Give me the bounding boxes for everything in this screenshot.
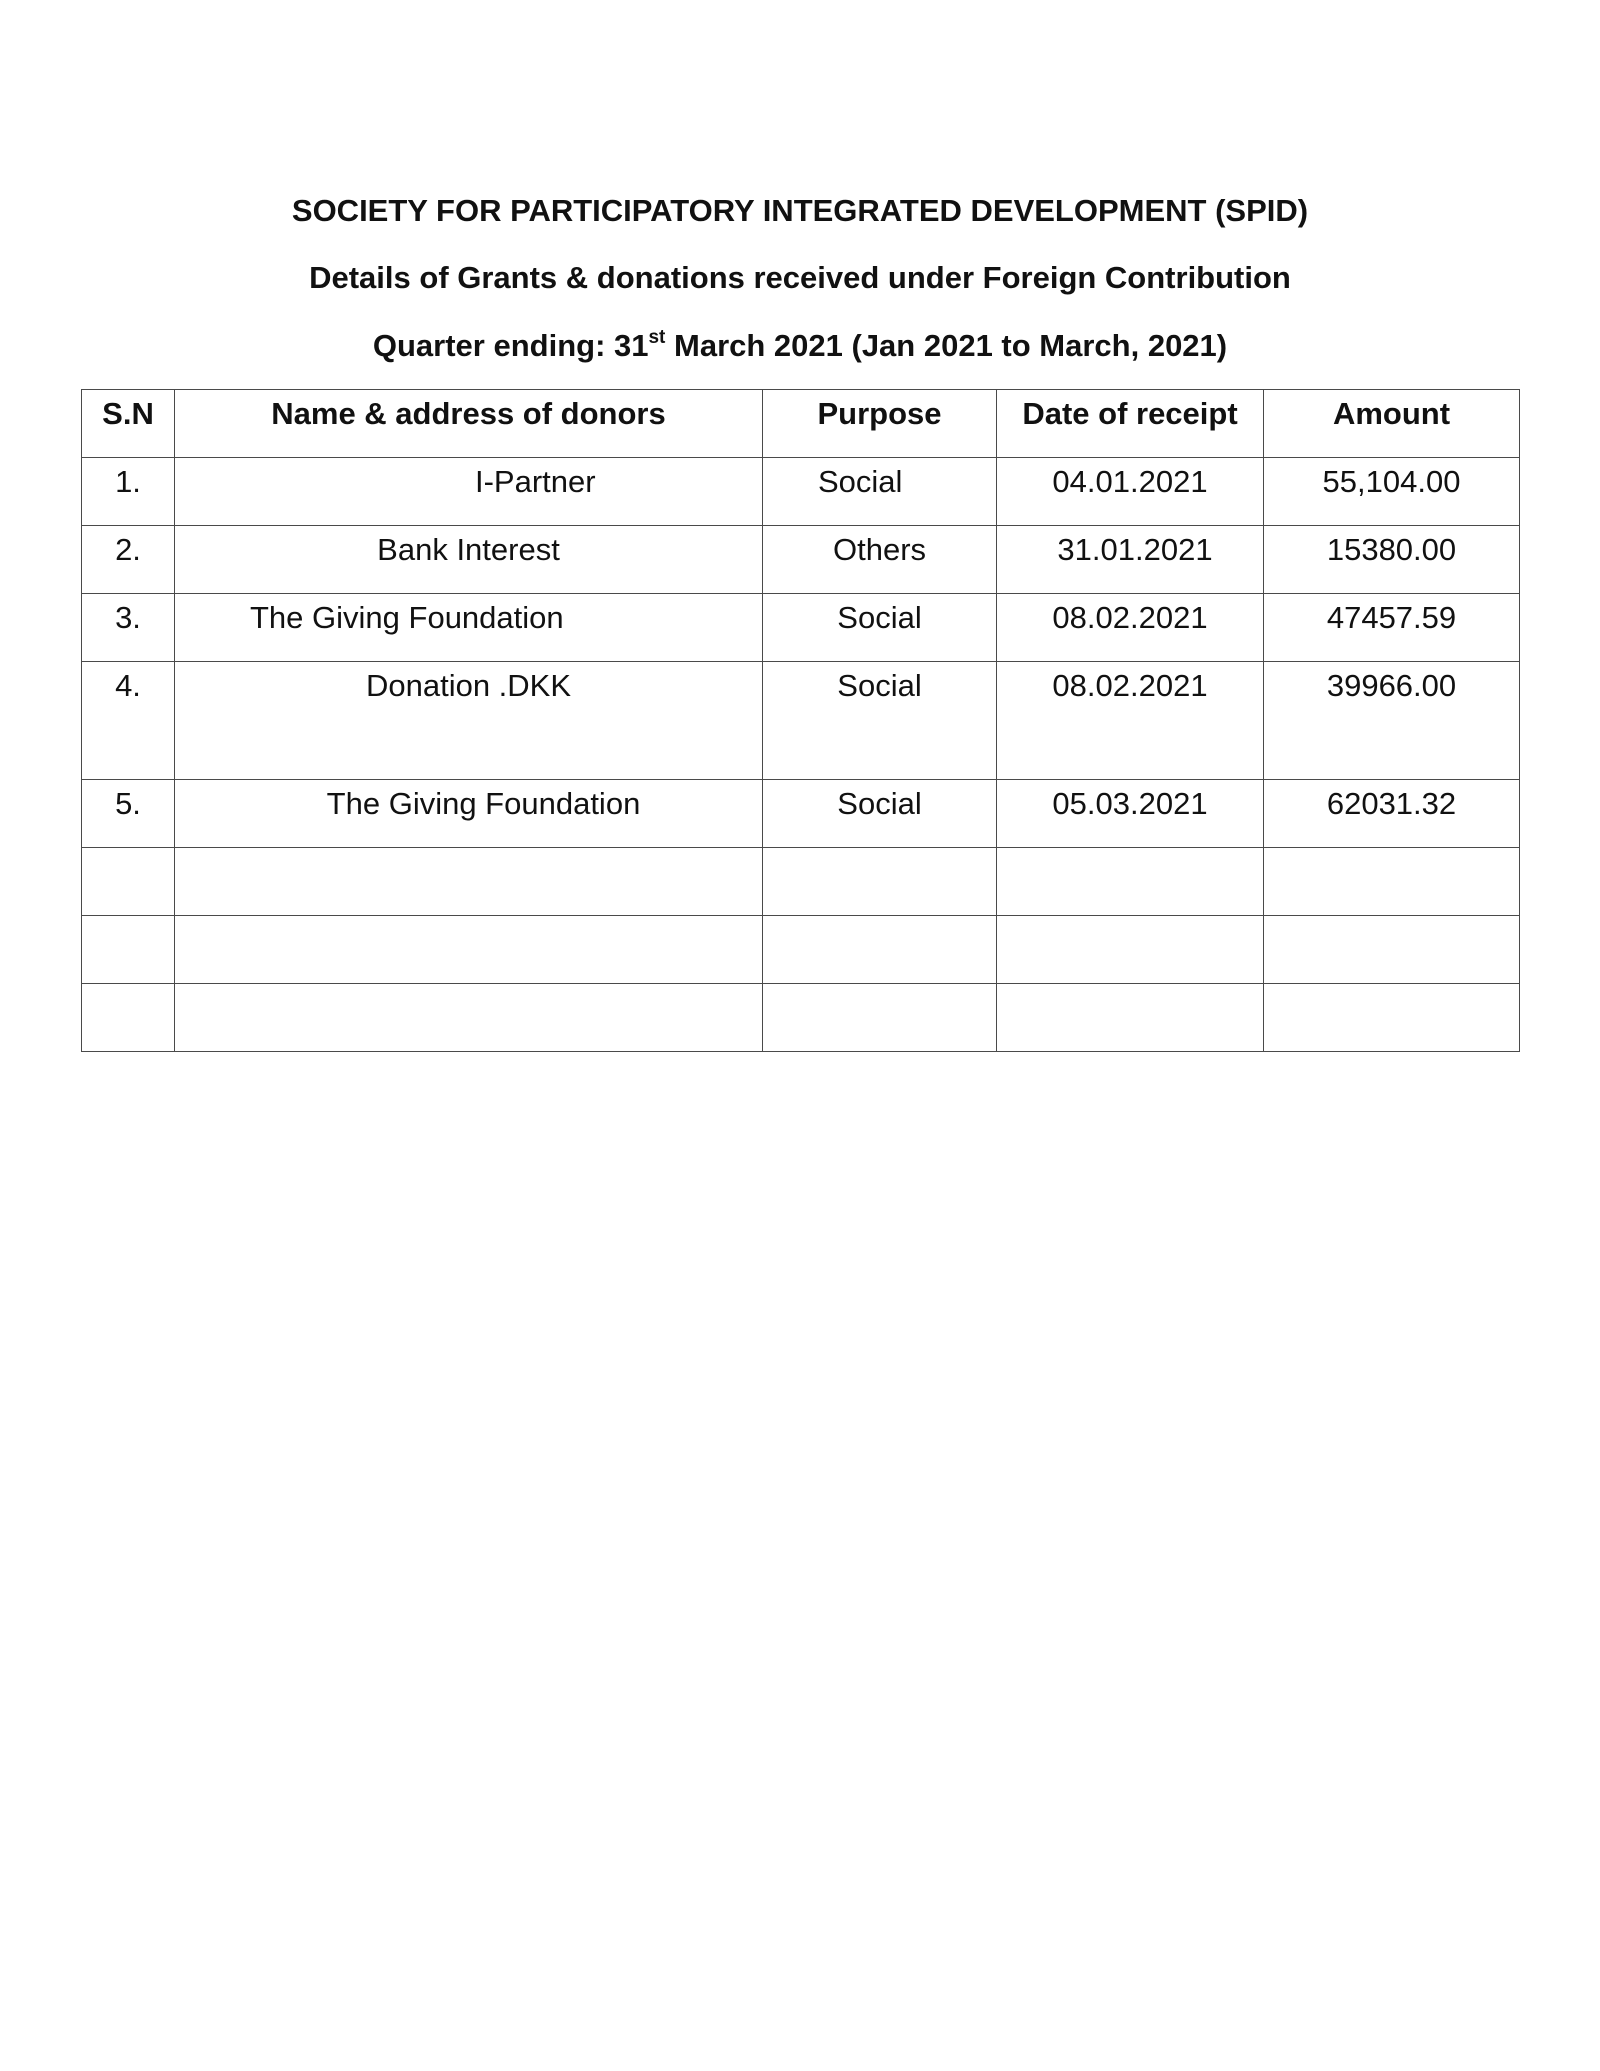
cell-sn: 5. <box>82 780 175 848</box>
empty-cell <box>175 916 763 984</box>
cell-purpose: Social <box>763 662 997 780</box>
empty-cell <box>82 984 175 1052</box>
table-header-row <box>82 390 1520 458</box>
cell-donor: The Giving Foundation <box>175 780 763 848</box>
cell-sn: 2. <box>82 526 175 594</box>
empty-cell <box>175 848 763 916</box>
cell-donor: Bank Interest <box>175 526 763 594</box>
column-header-amount: Amount <box>1264 390 1520 458</box>
cell-purpose: Social <box>763 780 997 848</box>
cell-sn: 1. <box>82 458 175 526</box>
document-subtitle: Details of Grants & donations received under Foreign Contribution <box>309 260 1291 295</box>
column-header-sn: S.N <box>82 390 175 458</box>
empty-cell <box>763 848 997 916</box>
cell-date: 04.01.2021 <box>997 458 1264 526</box>
table-row <box>82 594 1520 662</box>
empty-table-row <box>82 916 1520 984</box>
cell-purpose: Social <box>763 594 997 662</box>
column-header-purpose: Purpose <box>763 390 997 458</box>
cell-amount: 15380.00 <box>1264 526 1520 594</box>
table-row <box>82 526 1520 594</box>
cell-date: 08.02.2021 <box>997 662 1264 780</box>
empty-table-row <box>82 984 1520 1052</box>
quarter-line <box>0 326 1600 371</box>
cell-date: 31.01.2021 <box>997 526 1264 594</box>
cell-sn: 4. <box>82 662 175 780</box>
cell-amount: 55,104.00 <box>1264 458 1520 526</box>
empty-cell <box>763 984 997 1052</box>
cell-amount: 39966.00 <box>1264 662 1520 780</box>
empty-cell <box>997 848 1264 916</box>
quarter-prefix: Quarter ending: 31 <box>372 328 649 363</box>
cell-sn: 3. <box>82 594 175 662</box>
grants-table <box>81 389 1520 1052</box>
empty-cell <box>997 984 1264 1052</box>
table-row <box>82 458 1520 526</box>
cell-donor: The Giving Foundation <box>175 594 763 662</box>
empty-cell <box>763 916 997 984</box>
empty-cell <box>1264 848 1520 916</box>
cell-donor: I-Partner <box>175 458 763 526</box>
empty-cell <box>175 984 763 1052</box>
empty-cell <box>82 848 175 916</box>
cell-amount: 47457.59 <box>1264 594 1520 662</box>
column-header-date: Date of receipt <box>997 390 1264 458</box>
cell-purpose: Others <box>763 526 997 594</box>
empty-cell <box>997 916 1264 984</box>
empty-cell <box>1264 916 1520 984</box>
cell-donor: Donation .DKK <box>175 662 763 780</box>
table-row <box>82 780 1520 848</box>
cell-date: 05.03.2021 <box>997 780 1264 848</box>
quarter-suffix: March 2021 (Jan 2021 to March, 2021) <box>665 328 1228 363</box>
org-title: SOCIETY FOR PARTICIPATORY INTEGRATED DEVELOPMENT (SPID) <box>291 193 1309 228</box>
quarter-ordinal-suffix: st <box>648 327 666 348</box>
table-row <box>82 662 1520 780</box>
cell-purpose: Social <box>763 458 997 526</box>
empty-cell <box>82 916 175 984</box>
column-header-donor: Name & address of donors <box>175 390 763 458</box>
cell-date: 08.02.2021 <box>997 594 1264 662</box>
empty-table-row <box>82 848 1520 916</box>
empty-cell <box>1264 984 1520 1052</box>
cell-amount: 62031.32 <box>1264 780 1520 848</box>
